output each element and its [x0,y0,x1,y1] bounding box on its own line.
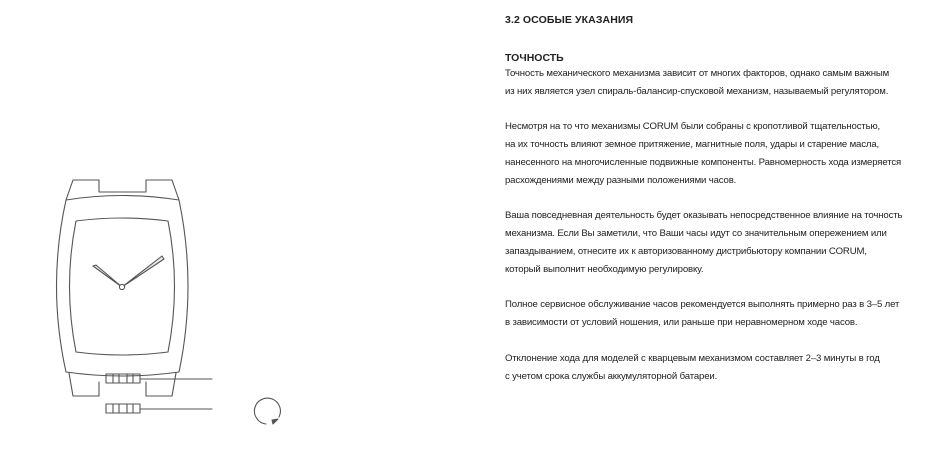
crown-position-2 [106,404,212,413]
text-line: запаздыванием, отнесите их к авторизованному дистрибьютору компании CORUM, [505,245,867,257]
paragraph-1 [505,65,947,101]
text-line: в зависимости от условий ношения, или раньше при неравномерном ходе часов. [505,317,858,329]
crown-position-1 [106,374,212,383]
text-line: из них является узел спираль-балансир-спусковой механизм, называемый регулятором. [505,85,889,97]
text-line: Ваша повседневная деятельность будет оказывать непосредственное влияние на точность [505,210,903,222]
text-line: Точность механического механизма зависит от многих факторов, однако самым важным [505,68,890,79]
text-line: который выполнит необходимую регулировку. [505,263,704,275]
watch-top-lugs [66,180,179,200]
text-column [505,11,947,385]
watch-crown-positions-illustration [0,0,300,455]
paragraph-5 [505,350,947,386]
text-line: с учетом срока службы аккумуляторной батареи. [505,370,718,382]
paragraph-4 [505,296,947,332]
text-line: Полное сервисное обслуживание часов рекомендуется выполнять примерно раз в 3–5 лет [505,299,900,311]
subheading-accuracy: ТОЧНОСТЬ [505,52,564,64]
watch-hands [93,256,164,290]
text-line: Отклонение хода для моделей с кварцевым механизмом составляет 2–3 минуты в год [505,352,880,364]
paragraph-3 [505,207,947,278]
rotate-clockwise-icon [254,398,280,424]
text-line: Несмотря на то что механизмы CORUM были собраны с кропотливой тщательностью, [505,121,881,133]
text-line: механизма. Если Вы заметили, что Ваши часы идут со значительным опережением или [505,228,887,240]
section-title: 3.2 ОСОБЫЕ УКАЗАНИЯ [505,14,634,26]
text-line: расхождениями между разными положениями часов. [505,174,737,186]
text-line: нанесенного на многочисленные подвижные компоненты. Равномерность хода измеряется [505,156,902,168]
paragraph-2 [505,118,947,189]
text-line: на их точность влияют земное притяжение, магнитные поля, удары и старение масла, [505,139,880,151]
